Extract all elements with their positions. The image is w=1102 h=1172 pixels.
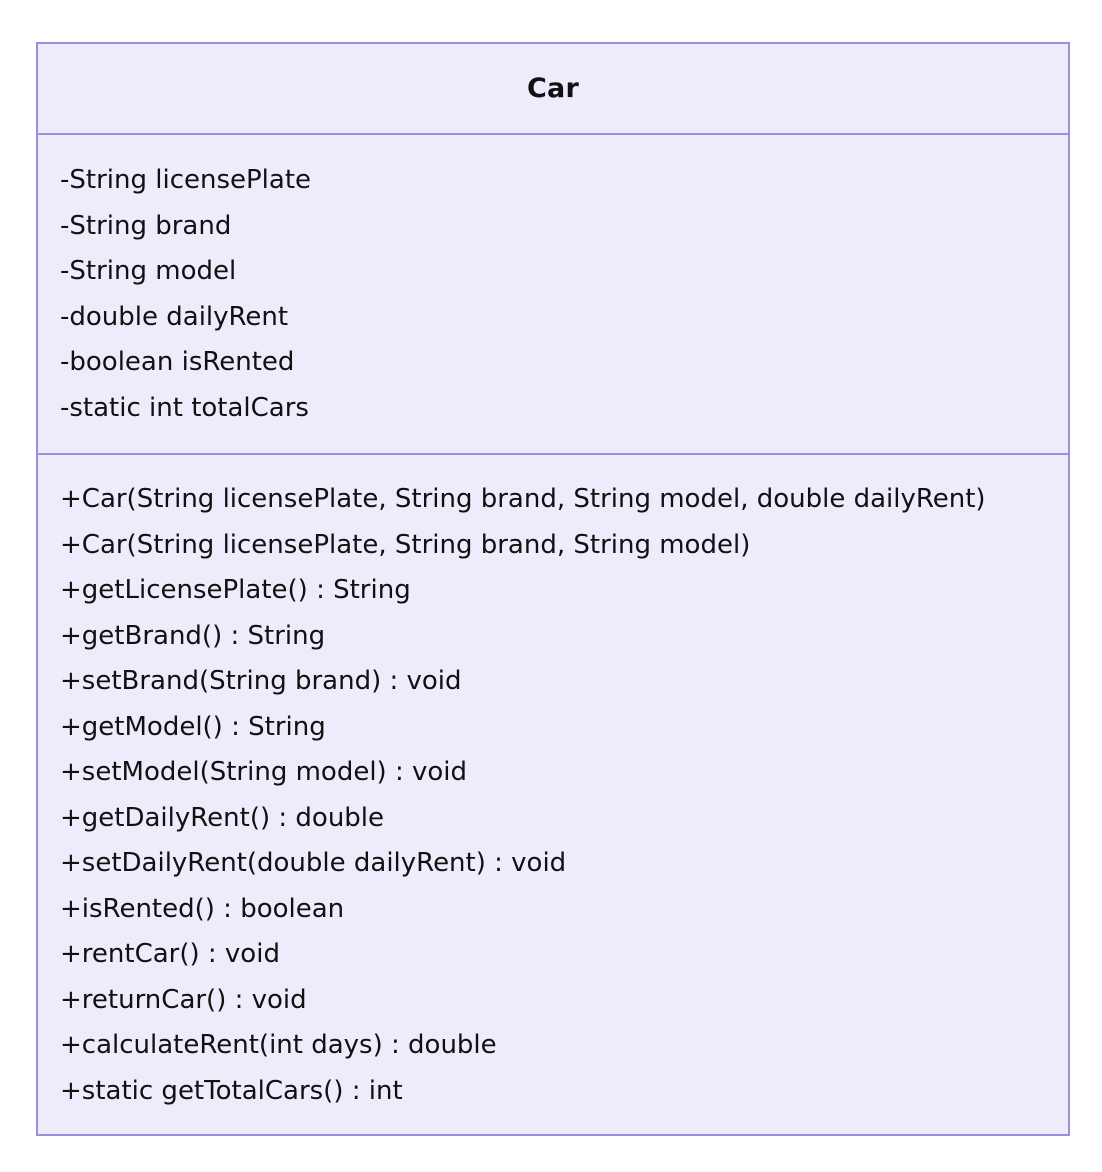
method-item: +setModel(String model) : void bbox=[60, 757, 467, 787]
attribute-item: -double dailyRent bbox=[60, 301, 289, 332]
method-list bbox=[60, 479, 986, 1116]
attribute-item: -String licensePlate bbox=[60, 165, 312, 195]
method-item: +getDailyRent() : double bbox=[60, 802, 385, 833]
method-item: +calculateRent(int days) : double bbox=[60, 1030, 497, 1060]
uml-class-car bbox=[36, 42, 1070, 1136]
attribute-item: -String model bbox=[60, 256, 237, 286]
method-item: +isRented() : boolean bbox=[60, 893, 345, 924]
method-item: +returnCar() : void bbox=[60, 984, 307, 1015]
attribute-item: -static int totalCars bbox=[60, 392, 309, 423]
class-name: Car bbox=[527, 73, 579, 104]
method-item: +getLicensePlate() : String bbox=[60, 575, 411, 605]
attribute-list bbox=[60, 160, 311, 433]
attributes-section bbox=[38, 135, 1068, 455]
method-item: +rentCar() : void bbox=[60, 939, 280, 969]
attribute-item: -boolean isRented bbox=[60, 347, 295, 377]
method-item: +Car(String licensePlate, String brand, String model, double dailyRent) bbox=[60, 484, 986, 514]
method-item: +setBrand(String brand) : void bbox=[60, 666, 462, 696]
method-item: +setDailyRent(double dailyRent) : void bbox=[60, 848, 567, 878]
method-item: +getModel() : String bbox=[60, 711, 326, 742]
attribute-item: -String brand bbox=[60, 210, 232, 241]
method-item: +Car(String licensePlate, String brand, String model) bbox=[60, 529, 751, 560]
methods-section bbox=[38, 455, 1068, 1134]
method-item: +getBrand() : String bbox=[60, 620, 326, 651]
method-item: +static getTotalCars() : int bbox=[60, 1075, 403, 1106]
class-header bbox=[38, 44, 1068, 135]
